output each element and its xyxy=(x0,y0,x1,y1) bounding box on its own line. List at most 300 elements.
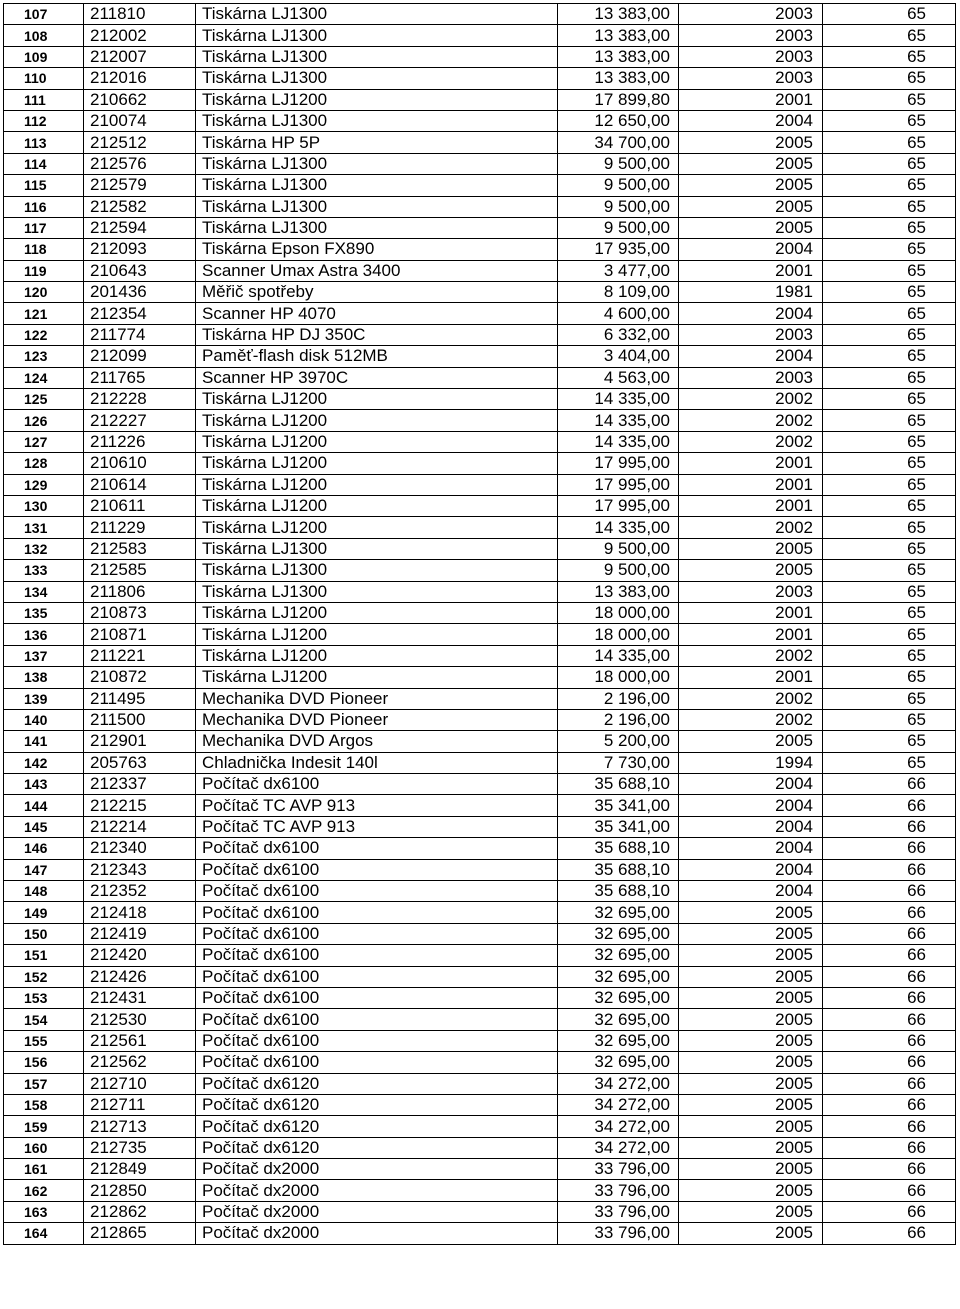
item-name-cell: Tiskárna LJ1300 xyxy=(196,25,558,46)
acquisition-year-cell: 2005 xyxy=(679,1159,823,1180)
inventory-number-cell: 211500 xyxy=(84,709,196,730)
table-row xyxy=(4,966,956,987)
inventory-number-cell: 212901 xyxy=(84,731,196,752)
table-row xyxy=(4,1180,956,1201)
table-row xyxy=(4,1159,956,1180)
inventory-number-cell: 212713 xyxy=(84,1116,196,1137)
acquisition-year-cell: 2004 xyxy=(679,346,823,367)
table-row xyxy=(4,196,956,217)
item-price-cell: 17 899,80 xyxy=(558,89,679,110)
item-name-cell: Tiskárna LJ1200 xyxy=(196,495,558,516)
row-number-cell: 124 xyxy=(4,367,84,388)
table-row xyxy=(4,474,956,495)
item-price-cell: 32 695,00 xyxy=(558,1052,679,1073)
table-row xyxy=(4,453,956,474)
table-row xyxy=(4,816,956,837)
category-code-cell: 65 xyxy=(823,282,956,303)
category-code-cell: 66 xyxy=(823,1030,956,1051)
acquisition-year-cell: 2005 xyxy=(679,1116,823,1137)
item-name-cell: Počítač dx6120 xyxy=(196,1094,558,1115)
table-row xyxy=(4,688,956,709)
category-code-cell: 65 xyxy=(823,624,956,645)
row-number-cell: 161 xyxy=(4,1159,84,1180)
item-name-cell: Počítač dx6100 xyxy=(196,859,558,880)
item-name-cell: Tiskárna LJ1200 xyxy=(196,389,558,410)
table-row xyxy=(4,25,956,46)
item-name-cell: Tiskárna LJ1300 xyxy=(196,68,558,89)
table-row xyxy=(4,303,956,324)
row-number-cell: 109 xyxy=(4,46,84,67)
category-code-cell: 65 xyxy=(823,89,956,110)
inventory-number-cell: 212228 xyxy=(84,389,196,410)
inventory-number-cell: 210611 xyxy=(84,495,196,516)
category-code-cell: 65 xyxy=(823,68,956,89)
table-row xyxy=(4,774,956,795)
item-name-cell: Scanner HP 4070 xyxy=(196,303,558,324)
inventory-number-cell: 212426 xyxy=(84,966,196,987)
inventory-number-cell: 212343 xyxy=(84,859,196,880)
table-row xyxy=(4,282,956,303)
table-row xyxy=(4,881,956,902)
category-code-cell: 66 xyxy=(823,902,956,923)
table-row xyxy=(4,1030,956,1051)
category-code-cell: 65 xyxy=(823,410,956,431)
row-number-cell: 112 xyxy=(4,110,84,131)
item-price-cell: 34 272,00 xyxy=(558,1094,679,1115)
item-price-cell: 3 477,00 xyxy=(558,260,679,281)
acquisition-year-cell: 2005 xyxy=(679,902,823,923)
item-price-cell: 9 500,00 xyxy=(558,217,679,238)
inventory-number-cell: 212583 xyxy=(84,538,196,559)
row-number-cell: 139 xyxy=(4,688,84,709)
item-price-cell: 4 600,00 xyxy=(558,303,679,324)
inventory-number-cell: 201436 xyxy=(84,282,196,303)
category-code-cell: 66 xyxy=(823,838,956,859)
acquisition-year-cell: 2001 xyxy=(679,260,823,281)
row-number-cell: 132 xyxy=(4,538,84,559)
item-price-cell: 9 500,00 xyxy=(558,175,679,196)
table-row xyxy=(4,495,956,516)
item-name-cell: Scanner HP 3970C xyxy=(196,367,558,388)
table-row xyxy=(4,1223,956,1244)
inventory-number-cell: 212594 xyxy=(84,217,196,238)
inventory-number-cell: 212007 xyxy=(84,46,196,67)
item-price-cell: 18 000,00 xyxy=(558,667,679,688)
item-price-cell: 34 272,00 xyxy=(558,1116,679,1137)
item-price-cell: 12 650,00 xyxy=(558,110,679,131)
item-price-cell: 17 935,00 xyxy=(558,239,679,260)
category-code-cell: 65 xyxy=(823,560,956,581)
category-code-cell: 66 xyxy=(823,881,956,902)
inventory-number-cell: 211765 xyxy=(84,367,196,388)
row-number-cell: 122 xyxy=(4,324,84,345)
category-code-cell: 65 xyxy=(823,517,956,538)
table-row xyxy=(4,1073,956,1094)
category-code-cell: 65 xyxy=(823,389,956,410)
inventory-number-cell: 210871 xyxy=(84,624,196,645)
table-row xyxy=(4,667,956,688)
acquisition-year-cell: 2004 xyxy=(679,774,823,795)
category-code-cell: 66 xyxy=(823,774,956,795)
item-price-cell: 33 796,00 xyxy=(558,1159,679,1180)
item-price-cell: 17 995,00 xyxy=(558,453,679,474)
item-price-cell: 34 700,00 xyxy=(558,132,679,153)
item-name-cell: Tiskárna LJ1200 xyxy=(196,410,558,431)
inventory-number-cell: 212227 xyxy=(84,410,196,431)
item-price-cell: 13 383,00 xyxy=(558,46,679,67)
row-number-cell: 148 xyxy=(4,881,84,902)
item-name-cell: Tiskárna LJ1200 xyxy=(196,517,558,538)
item-name-cell: Počítač dx6120 xyxy=(196,1116,558,1137)
item-price-cell: 17 995,00 xyxy=(558,495,679,516)
row-number-cell: 142 xyxy=(4,752,84,773)
inventory-number-cell: 212418 xyxy=(84,902,196,923)
acquisition-year-cell: 2005 xyxy=(679,217,823,238)
category-code-cell: 65 xyxy=(823,474,956,495)
item-name-cell: Počítač dx6100 xyxy=(196,774,558,795)
inventory-number-cell: 212530 xyxy=(84,1009,196,1030)
table-row xyxy=(4,431,956,452)
table-row xyxy=(4,709,956,730)
table-row xyxy=(4,132,956,153)
acquisition-year-cell: 2005 xyxy=(679,538,823,559)
category-code-cell: 65 xyxy=(823,709,956,730)
item-name-cell: Chladnička Indesit 140l xyxy=(196,752,558,773)
category-code-cell: 66 xyxy=(823,1137,956,1158)
item-price-cell: 32 695,00 xyxy=(558,1009,679,1030)
item-name-cell: Počítač dx6100 xyxy=(196,1009,558,1030)
item-name-cell: Tiskárna LJ1300 xyxy=(196,4,558,25)
item-name-cell: Scanner Umax Astra 3400 xyxy=(196,260,558,281)
acquisition-year-cell: 2004 xyxy=(679,239,823,260)
row-number-cell: 155 xyxy=(4,1030,84,1051)
table-row xyxy=(4,367,956,388)
category-code-cell: 66 xyxy=(823,1180,956,1201)
inventory-number-cell: 210074 xyxy=(84,110,196,131)
item-name-cell: Tiskárna LJ1300 xyxy=(196,110,558,131)
inventory-number-cell: 211810 xyxy=(84,4,196,25)
table-row xyxy=(4,602,956,623)
item-name-cell: Tiskárna LJ1300 xyxy=(196,196,558,217)
category-code-cell: 66 xyxy=(823,945,956,966)
item-name-cell: Tiskárna HP DJ 350C xyxy=(196,324,558,345)
inventory-number-cell: 212354 xyxy=(84,303,196,324)
acquisition-year-cell: 2005 xyxy=(679,987,823,1008)
item-price-cell: 18 000,00 xyxy=(558,624,679,645)
item-price-cell: 14 335,00 xyxy=(558,431,679,452)
item-name-cell: Měřič spotřeby xyxy=(196,282,558,303)
row-number-cell: 137 xyxy=(4,645,84,666)
acquisition-year-cell: 2005 xyxy=(679,560,823,581)
item-price-cell: 35 341,00 xyxy=(558,795,679,816)
table-row xyxy=(4,731,956,752)
row-number-cell: 110 xyxy=(4,68,84,89)
table-row xyxy=(4,110,956,131)
category-code-cell: 65 xyxy=(823,688,956,709)
acquisition-year-cell: 2003 xyxy=(679,46,823,67)
item-name-cell: Počítač dx6100 xyxy=(196,987,558,1008)
acquisition-year-cell: 2005 xyxy=(679,731,823,752)
item-price-cell: 32 695,00 xyxy=(558,902,679,923)
inventory-number-cell: 212710 xyxy=(84,1073,196,1094)
table-row xyxy=(4,217,956,238)
row-number-cell: 152 xyxy=(4,966,84,987)
item-price-cell: 35 688,10 xyxy=(558,859,679,880)
item-price-cell: 34 272,00 xyxy=(558,1137,679,1158)
inventory-number-cell: 211221 xyxy=(84,645,196,666)
acquisition-year-cell: 2005 xyxy=(679,1073,823,1094)
row-number-cell: 157 xyxy=(4,1073,84,1094)
row-number-cell: 135 xyxy=(4,602,84,623)
item-price-cell: 13 383,00 xyxy=(558,68,679,89)
item-name-cell: Tiskárna LJ1200 xyxy=(196,89,558,110)
category-code-cell: 66 xyxy=(823,1094,956,1115)
row-number-cell: 162 xyxy=(4,1180,84,1201)
acquisition-year-cell: 2005 xyxy=(679,1137,823,1158)
row-number-cell: 128 xyxy=(4,453,84,474)
table-row xyxy=(4,410,956,431)
acquisition-year-cell: 2001 xyxy=(679,667,823,688)
inventory-number-cell: 212576 xyxy=(84,153,196,174)
category-code-cell: 66 xyxy=(823,816,956,837)
item-name-cell: Tiskárna HP 5P xyxy=(196,132,558,153)
category-code-cell: 66 xyxy=(823,1159,956,1180)
item-name-cell: Mechanika DVD Pioneer xyxy=(196,709,558,730)
item-price-cell: 35 688,10 xyxy=(558,838,679,859)
inventory-number-cell: 212340 xyxy=(84,838,196,859)
item-name-cell: Tiskárna LJ1200 xyxy=(196,645,558,666)
acquisition-year-cell: 2005 xyxy=(679,175,823,196)
row-number-cell: 130 xyxy=(4,495,84,516)
acquisition-year-cell: 2002 xyxy=(679,410,823,431)
item-price-cell: 13 383,00 xyxy=(558,25,679,46)
acquisition-year-cell: 2003 xyxy=(679,324,823,345)
row-number-cell: 156 xyxy=(4,1052,84,1073)
row-number-cell: 125 xyxy=(4,389,84,410)
row-number-cell: 147 xyxy=(4,859,84,880)
category-code-cell: 66 xyxy=(823,1073,956,1094)
inventory-number-cell: 212862 xyxy=(84,1201,196,1222)
item-price-cell: 2 196,00 xyxy=(558,709,679,730)
table-row xyxy=(4,346,956,367)
acquisition-year-cell: 2005 xyxy=(679,153,823,174)
category-code-cell: 66 xyxy=(823,1116,956,1137)
item-price-cell: 35 688,10 xyxy=(558,774,679,795)
inventory-number-cell: 212849 xyxy=(84,1159,196,1180)
item-name-cell: Tiskárna LJ1200 xyxy=(196,474,558,495)
acquisition-year-cell: 2004 xyxy=(679,881,823,902)
item-price-cell: 34 272,00 xyxy=(558,1073,679,1094)
row-number-cell: 153 xyxy=(4,987,84,1008)
table-row xyxy=(4,987,956,1008)
category-code-cell: 65 xyxy=(823,495,956,516)
inventory-number-cell: 212214 xyxy=(84,816,196,837)
acquisition-year-cell: 2004 xyxy=(679,838,823,859)
category-code-cell: 66 xyxy=(823,987,956,1008)
inventory-number-cell: 212561 xyxy=(84,1030,196,1051)
item-price-cell: 32 695,00 xyxy=(558,987,679,1008)
item-price-cell: 32 695,00 xyxy=(558,945,679,966)
inventory-number-cell: 210610 xyxy=(84,453,196,474)
category-code-cell: 66 xyxy=(823,795,956,816)
acquisition-year-cell: 2003 xyxy=(679,581,823,602)
inventory-number-cell: 212099 xyxy=(84,346,196,367)
item-price-cell: 13 383,00 xyxy=(558,4,679,25)
inventory-number-cell: 212431 xyxy=(84,987,196,1008)
row-number-cell: 121 xyxy=(4,303,84,324)
table-row xyxy=(4,89,956,110)
item-price-cell: 9 500,00 xyxy=(558,196,679,217)
item-price-cell: 17 995,00 xyxy=(558,474,679,495)
acquisition-year-cell: 2004 xyxy=(679,816,823,837)
acquisition-year-cell: 2004 xyxy=(679,795,823,816)
category-code-cell: 65 xyxy=(823,303,956,324)
category-code-cell: 65 xyxy=(823,324,956,345)
category-code-cell: 65 xyxy=(823,453,956,474)
category-code-cell: 65 xyxy=(823,431,956,452)
category-code-cell: 66 xyxy=(823,923,956,944)
acquisition-year-cell: 2003 xyxy=(679,367,823,388)
category-code-cell: 65 xyxy=(823,46,956,67)
category-code-cell: 65 xyxy=(823,367,956,388)
inventory-number-cell: 212215 xyxy=(84,795,196,816)
table-row xyxy=(4,1052,956,1073)
item-name-cell: Počítač dx6100 xyxy=(196,923,558,944)
acquisition-year-cell: 2001 xyxy=(679,624,823,645)
inventory-number-cell: 211229 xyxy=(84,517,196,538)
acquisition-year-cell: 2005 xyxy=(679,966,823,987)
item-name-cell: Počítač dx2000 xyxy=(196,1180,558,1201)
item-price-cell: 35 688,10 xyxy=(558,881,679,902)
inventory-number-cell: 211806 xyxy=(84,581,196,602)
category-code-cell: 65 xyxy=(823,110,956,131)
acquisition-year-cell: 2003 xyxy=(679,25,823,46)
item-name-cell: Počítač dx6100 xyxy=(196,902,558,923)
item-price-cell: 13 383,00 xyxy=(558,581,679,602)
acquisition-year-cell: 2001 xyxy=(679,495,823,516)
category-code-cell: 65 xyxy=(823,25,956,46)
acquisition-year-cell: 2002 xyxy=(679,688,823,709)
table-row xyxy=(4,1094,956,1115)
item-name-cell: Tiskárna LJ1200 xyxy=(196,453,558,474)
inventory-number-cell: 210643 xyxy=(84,260,196,281)
acquisition-year-cell: 2005 xyxy=(679,1009,823,1030)
acquisition-year-cell: 2004 xyxy=(679,303,823,324)
row-number-cell: 146 xyxy=(4,838,84,859)
acquisition-year-cell: 2001 xyxy=(679,453,823,474)
table-row xyxy=(4,1137,956,1158)
category-code-cell: 65 xyxy=(823,667,956,688)
table-row xyxy=(4,324,956,345)
inventory-number-cell: 212093 xyxy=(84,239,196,260)
row-number-cell: 131 xyxy=(4,517,84,538)
item-price-cell: 4 563,00 xyxy=(558,367,679,388)
row-number-cell: 120 xyxy=(4,282,84,303)
category-code-cell: 65 xyxy=(823,4,956,25)
item-price-cell: 14 335,00 xyxy=(558,389,679,410)
item-name-cell: Tiskárna LJ1200 xyxy=(196,431,558,452)
acquisition-year-cell: 1994 xyxy=(679,752,823,773)
acquisition-year-cell: 2005 xyxy=(679,945,823,966)
item-name-cell: Počítač dx2000 xyxy=(196,1159,558,1180)
row-number-cell: 149 xyxy=(4,902,84,923)
acquisition-year-cell: 2005 xyxy=(679,196,823,217)
item-price-cell: 14 335,00 xyxy=(558,517,679,538)
table-row xyxy=(4,538,956,559)
category-code-cell: 65 xyxy=(823,175,956,196)
row-number-cell: 129 xyxy=(4,474,84,495)
inventory-number-cell: 211774 xyxy=(84,324,196,345)
item-name-cell: Tiskárna LJ1300 xyxy=(196,217,558,238)
inventory-number-cell: 212352 xyxy=(84,881,196,902)
acquisition-year-cell: 2005 xyxy=(679,1030,823,1051)
category-code-cell: 65 xyxy=(823,239,956,260)
inventory-number-cell: 210872 xyxy=(84,667,196,688)
table-row xyxy=(4,4,956,25)
row-number-cell: 123 xyxy=(4,346,84,367)
inventory-number-cell: 212337 xyxy=(84,774,196,795)
row-number-cell: 136 xyxy=(4,624,84,645)
item-price-cell: 7 730,00 xyxy=(558,752,679,773)
table-row xyxy=(4,923,956,944)
row-number-cell: 154 xyxy=(4,1009,84,1030)
row-number-cell: 117 xyxy=(4,217,84,238)
acquisition-year-cell: 2002 xyxy=(679,431,823,452)
table-row xyxy=(4,945,956,966)
item-name-cell: Tiskárna LJ1300 xyxy=(196,581,558,602)
inventory-number-cell: 212579 xyxy=(84,175,196,196)
item-name-cell: Počítač dx6100 xyxy=(196,881,558,902)
category-code-cell: 66 xyxy=(823,1201,956,1222)
item-name-cell: Tiskárna Epson FX890 xyxy=(196,239,558,260)
row-number-cell: 127 xyxy=(4,431,84,452)
inventory-number-cell: 211495 xyxy=(84,688,196,709)
row-number-cell: 140 xyxy=(4,709,84,730)
category-code-cell: 66 xyxy=(823,966,956,987)
item-name-cell: Počítač TC AVP 913 xyxy=(196,816,558,837)
item-price-cell: 18 000,00 xyxy=(558,602,679,623)
table-row xyxy=(4,560,956,581)
item-name-cell: Počítač dx2000 xyxy=(196,1223,558,1244)
category-code-cell: 66 xyxy=(823,1052,956,1073)
acquisition-year-cell: 2004 xyxy=(679,110,823,131)
acquisition-year-cell: 2005 xyxy=(679,1180,823,1201)
inventory-number-cell: 212865 xyxy=(84,1223,196,1244)
table-row xyxy=(4,68,956,89)
item-name-cell: Počítač dx6100 xyxy=(196,945,558,966)
row-number-cell: 108 xyxy=(4,25,84,46)
row-number-cell: 150 xyxy=(4,923,84,944)
item-price-cell: 3 404,00 xyxy=(558,346,679,367)
table-row xyxy=(4,239,956,260)
table-row xyxy=(4,1116,956,1137)
table-row xyxy=(4,902,956,923)
row-number-cell: 164 xyxy=(4,1223,84,1244)
category-code-cell: 65 xyxy=(823,538,956,559)
inventory-table-body xyxy=(4,4,956,1245)
row-number-cell: 145 xyxy=(4,816,84,837)
acquisition-year-cell: 2001 xyxy=(679,602,823,623)
table-row xyxy=(4,645,956,666)
inventory-number-cell: 212419 xyxy=(84,923,196,944)
row-number-cell: 133 xyxy=(4,560,84,581)
category-code-cell: 65 xyxy=(823,196,956,217)
inventory-table xyxy=(3,3,956,1245)
table-row xyxy=(4,795,956,816)
item-name-cell: Tiskárna LJ1300 xyxy=(196,46,558,67)
item-price-cell: 14 335,00 xyxy=(558,410,679,431)
acquisition-year-cell: 2001 xyxy=(679,474,823,495)
